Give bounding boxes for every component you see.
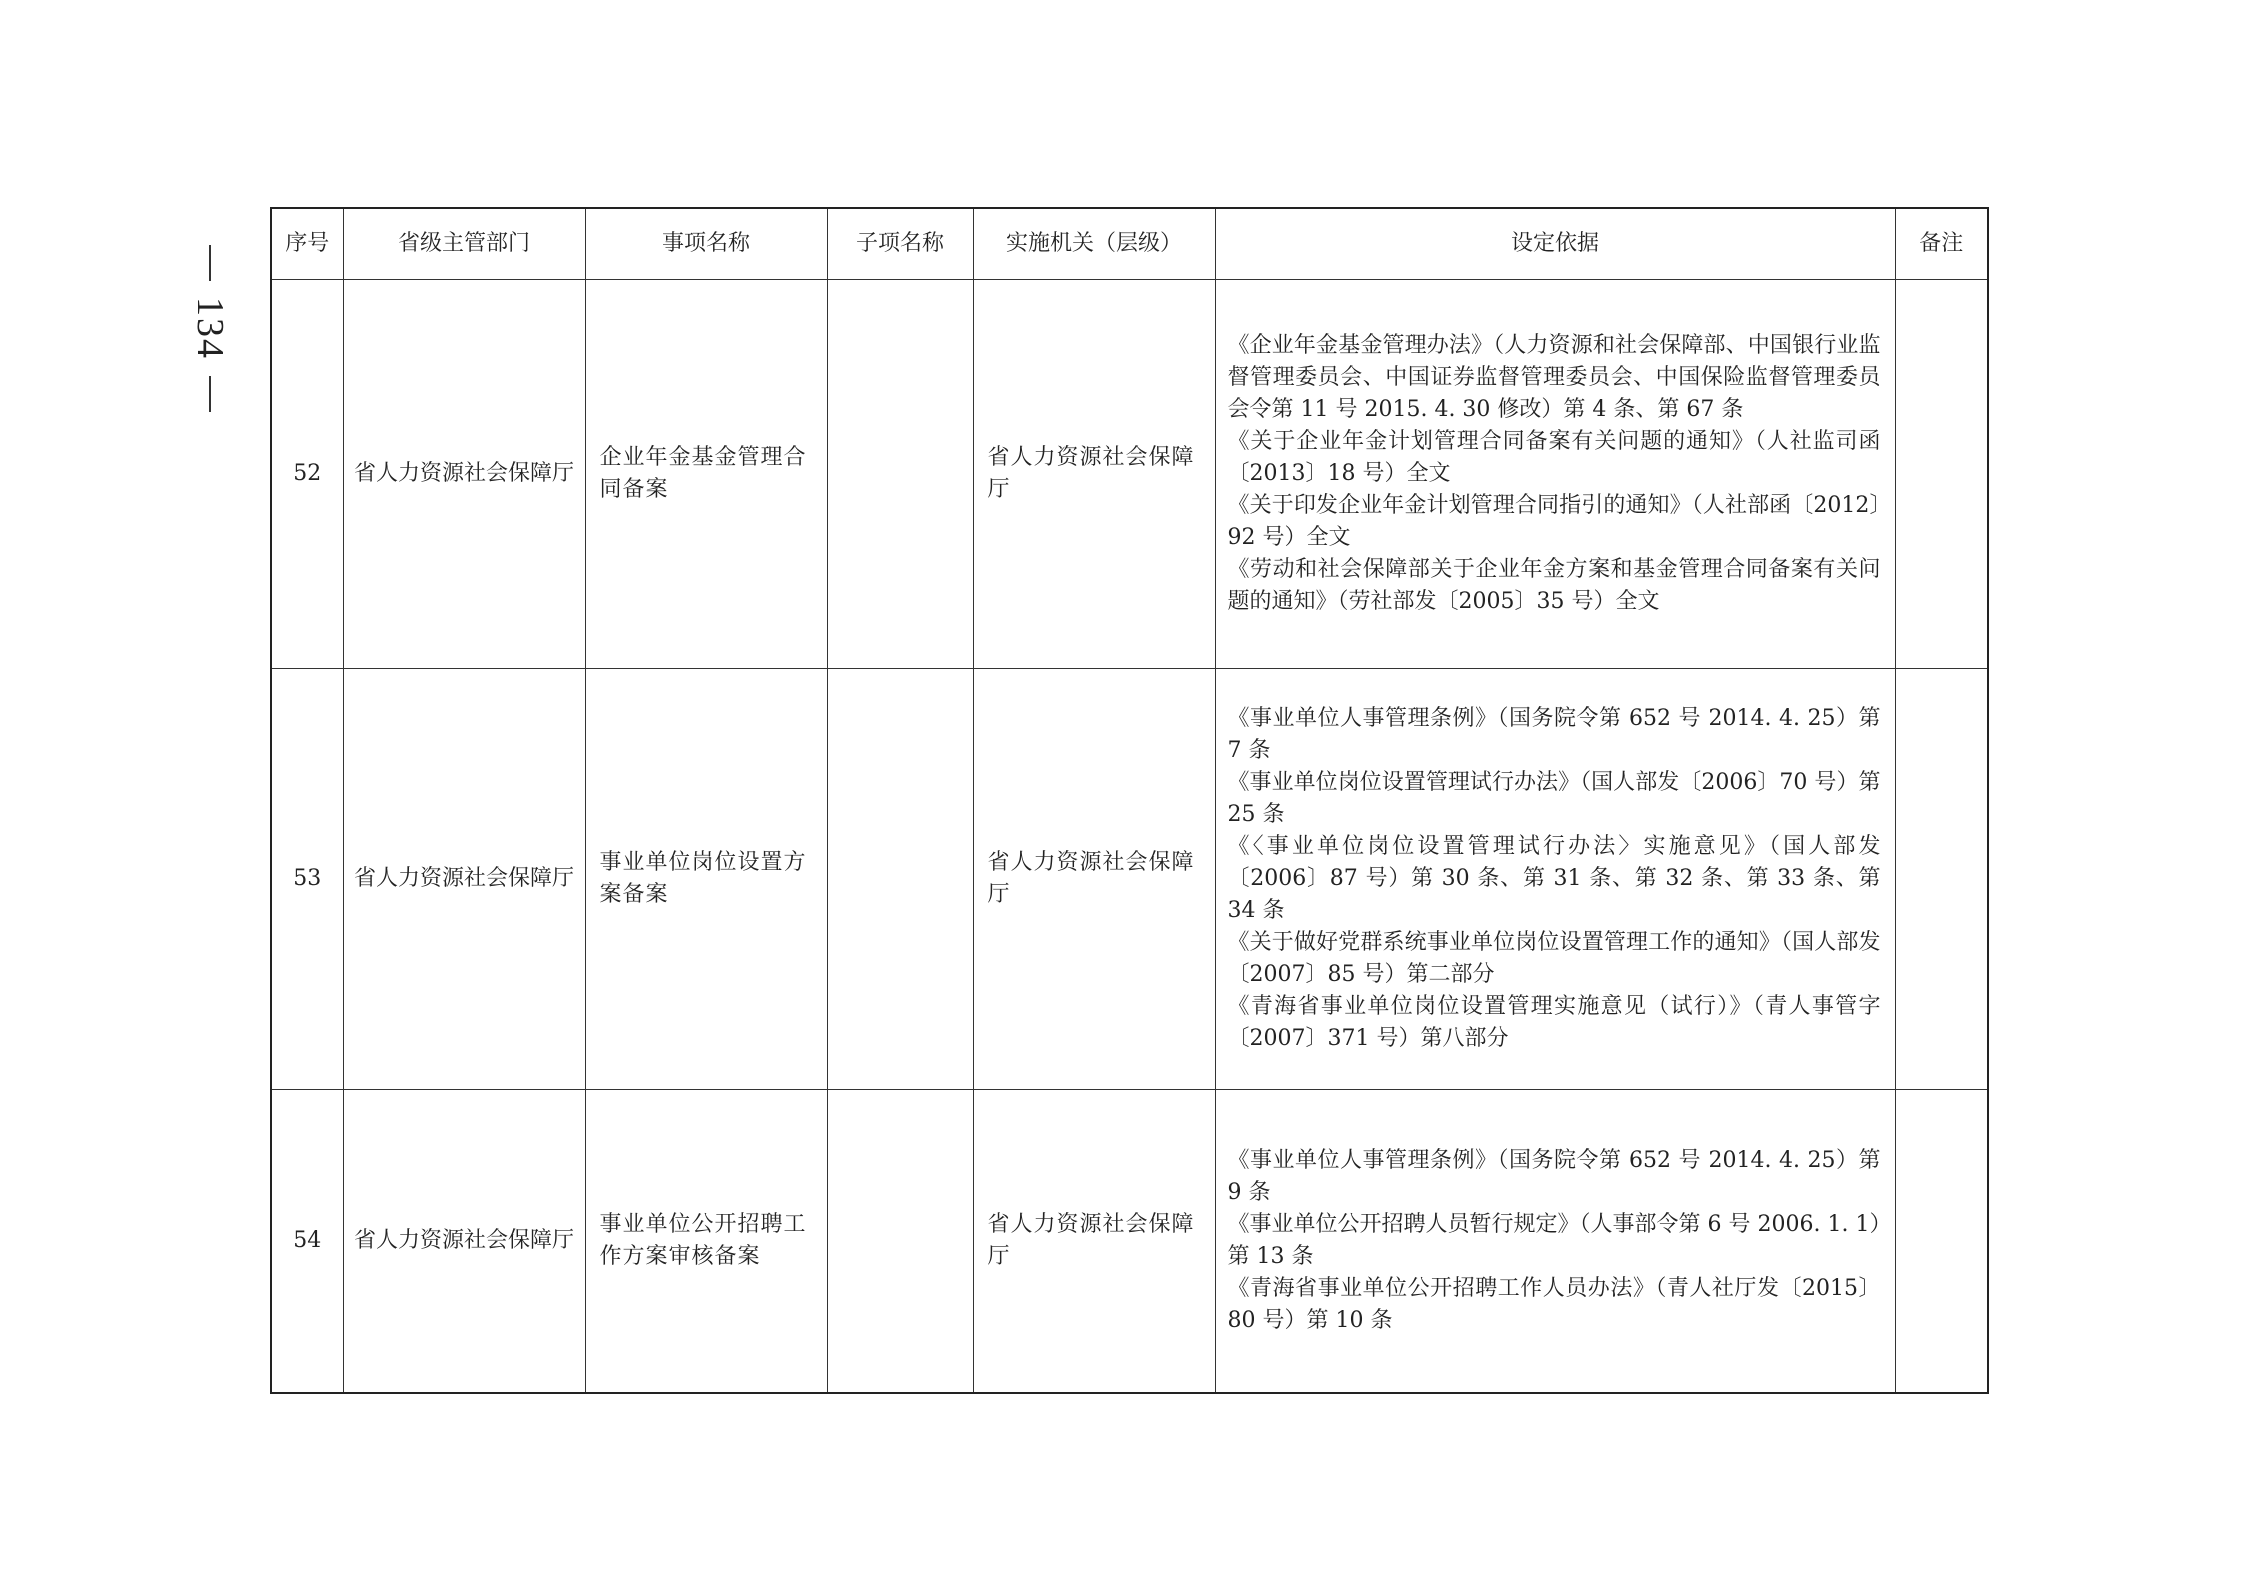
row-note (1895, 280, 1988, 669)
basis-line: 《青海省事业单位岗位设置管理实施意见（试行）》（青人事管字〔2007〕371 号）第八部分 (1227, 994, 1881, 1051)
basis-line: 《〈事业单位岗位设置管理试行办法〉实施意见》（国人部发〔2006〕87 号）第 30 条、第 31 条、第 32 条、第 33 条、第 34 条 (1227, 834, 1881, 923)
row-dept: 省人力资源社会保障厅 (343, 669, 585, 1090)
row-org: 省人力资源社会保障厅 (973, 1090, 1215, 1394)
row-note (1895, 1090, 1988, 1394)
table-row (271, 669, 1988, 1090)
basis-line: 《劳动和社会保障部关于企业年金方案和基金管理合同备案有关问题的通知》（劳社部发〔2005〕35 号）全文 (1227, 557, 1881, 614)
row-no: 53 (271, 669, 343, 1090)
page-number-dash-bottom (209, 376, 211, 412)
header-note: 备注 (1895, 208, 1988, 280)
page-number (190, 245, 230, 435)
basis-line: 《事业单位公开招聘人员暂行规定》（人事部令第 6 号 2006. 1. 1）第 13 条 (1227, 1212, 1881, 1269)
row-basis (1215, 669, 1895, 1090)
header-basis: 设定依据 (1215, 208, 1895, 280)
table-row (271, 1090, 1988, 1394)
header-org: 实施机关（层级） (973, 208, 1215, 280)
row-no: 52 (271, 280, 343, 669)
basis-line: 《企业年金基金管理办法》（人力资源和社会保障部、中国银行业监督管理委员会、中国证券监督管理委员会、中国保险监督管理委员会令第 11 号 2015. 4. 30 修改）第 4 条、第 67 条 (1227, 333, 1881, 422)
row-no: 54 (271, 1090, 343, 1394)
row-dept: 省人力资源社会保障厅 (343, 1090, 585, 1394)
basis-line: 《关于做好党群系统事业单位岗位设置管理工作的通知》（国人部发〔2007〕85 号）第二部分 (1227, 930, 1881, 987)
header-item: 事项名称 (585, 208, 827, 280)
basis-line: 《事业单位岗位设置管理试行办法》（国人部发〔2006〕70 号）第 25 条 (1227, 770, 1881, 827)
basis-line: 《事业单位人事管理条例》（国务院令第 652 号 2014. 4. 25）第 7 条 (1227, 706, 1881, 763)
header-sub: 子项名称 (827, 208, 973, 280)
row-sub (827, 280, 973, 669)
row-org: 省人力资源社会保障厅 (973, 280, 1215, 669)
items-table (270, 207, 1989, 1394)
row-basis (1215, 1090, 1895, 1394)
page-number-text: 134 (189, 297, 231, 360)
basis-line: 《关于企业年金计划管理合同备案有关问题的通知》（人社监司函〔2013〕18 号）全文 (1227, 429, 1881, 486)
header-no: 序号 (271, 208, 343, 280)
basis-line: 《关于印发企业年金计划管理合同指引的通知》（人社部函〔2012〕92 号）全文 (1227, 493, 1881, 550)
row-item: 事业单位岗位设置方案备案 (585, 669, 827, 1090)
table-row (271, 280, 1988, 669)
page-number-dash-top (209, 245, 211, 281)
row-item: 企业年金基金管理合同备案 (585, 280, 827, 669)
row-item: 事业单位公开招聘工作方案审核备案 (585, 1090, 827, 1394)
header-dept: 省级主管部门 (343, 208, 585, 280)
row-basis (1215, 280, 1895, 669)
basis-line: 《青海省事业单位公开招聘工作人员办法》（青人社厅发〔2015〕80 号）第 10 条 (1227, 1276, 1881, 1333)
table-header-row (271, 208, 1988, 280)
row-sub (827, 669, 973, 1090)
row-org: 省人力资源社会保障厅 (973, 669, 1215, 1090)
row-note (1895, 669, 1988, 1090)
row-sub (827, 1090, 973, 1394)
row-dept: 省人力资源社会保障厅 (343, 280, 585, 669)
basis-line: 《事业单位人事管理条例》（国务院令第 652 号 2014. 4. 25）第 9 条 (1227, 1148, 1881, 1205)
